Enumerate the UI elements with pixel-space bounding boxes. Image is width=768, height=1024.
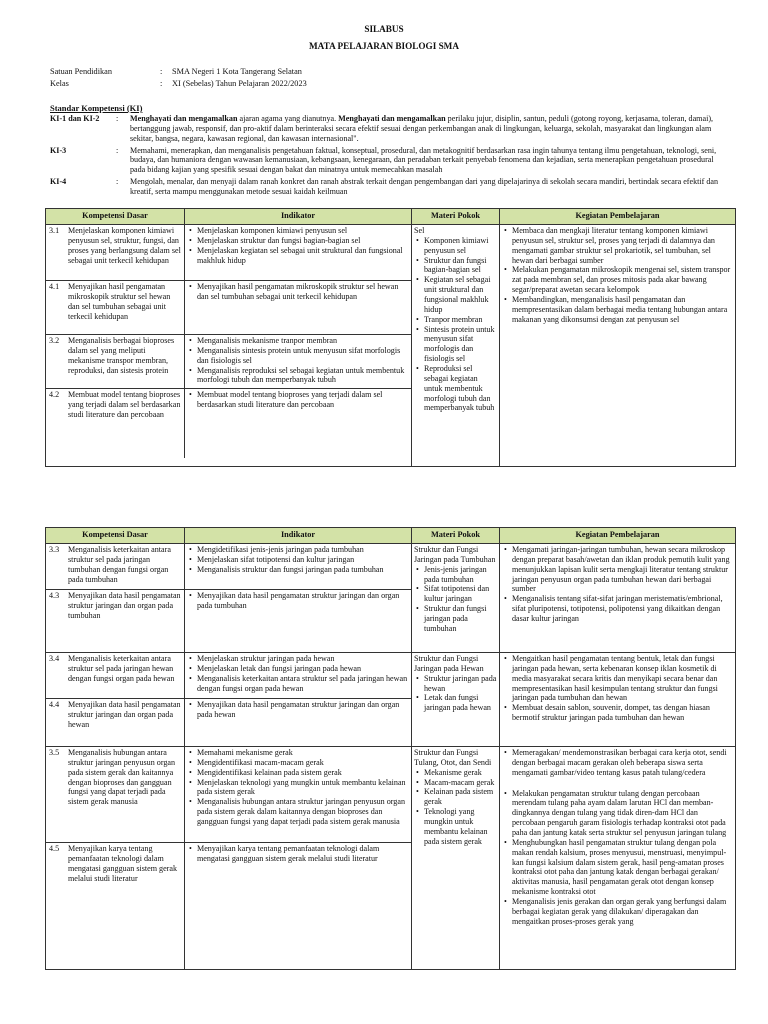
kegiatan-cell — [500, 653, 736, 747]
indikator — [185, 699, 411, 746]
meta-label: Kelas — [50, 79, 69, 88]
materi-cell — [412, 747, 500, 970]
kompetensi-dasar — [46, 843, 185, 969]
kd-row — [46, 544, 411, 589]
ki-colon: : — [116, 177, 119, 187]
kegiatan-cell — [500, 544, 736, 653]
kd-row — [46, 747, 411, 842]
kd-number: 3.2 — [49, 336, 60, 345]
col-kegiatan-pembelajaran: Kegiatan Pembelajaran — [500, 209, 736, 225]
ki-span: ajaran agama yang dianutnya. — [237, 114, 339, 123]
indikator-list — [187, 545, 409, 575]
indikator — [185, 544, 411, 589]
ki-bold: Menghayati dan mengamalkan — [338, 114, 446, 123]
col-materi-pokok: Materi Pokok — [412, 209, 500, 225]
kompetensi-dasar — [46, 225, 185, 280]
kd-rows — [46, 747, 411, 969]
materi-list — [414, 674, 497, 713]
kd-row — [46, 225, 411, 280]
ki-span: perilaku jujur, disiplin, santun, peduli (gotong royong, kerjasama, toleran, damai), bertanggung jawab, responsif, dan pro-aktif dalam berinteraksi secara efektif sesuai dengan perkembangan anak di lingkungan, keluarga, sekolah, masyarakat dan lingkungan alam sekitar, bangsa, negara, kawasan regional, dan kawasan internasional". — [130, 114, 714, 143]
meta-value: XI (Sebelas) Tahun Pelajaran 2022/2023 — [172, 79, 307, 88]
kompetensi-dasar — [46, 281, 185, 334]
ki-text: Memahami, menerapkan, dan menganalisis pengetahuan faktual, konseptual, prosedural, dan metakognitif berdasarkan rasa ingin tahunya tentang ilmu pengetahuan, teknologi, seni, budaya, dan humaniora dengan wawasan kemanusiaan, kebangsaan, kenegaraan, dan peradaban terkait penyebab fenomena dan kejadian, serta menerapkan pengetahuan prosedural pada bidang kajian yang spesifik sesuai dengan bakat dan minatnya untuk memecahkan masalah — [130, 145, 717, 175]
indikator-list — [187, 390, 409, 410]
kd-text: Menganalisis berbagai bioproses dalam sel yang meliputi mekanisme transpor membran, reproduksi, dan sistesis protein — [68, 336, 175, 375]
kompetensi-dasar — [46, 335, 185, 388]
materi-list — [414, 236, 497, 413]
kd-group — [46, 225, 411, 458]
list-item: • Struktur dan fungsi bagian-bagian sel — [414, 256, 497, 276]
list-item: • Struktur dan fungsi jaringan pada tumbuhan — [414, 604, 497, 634]
list-item: • Menyajikan karya tentang pemanfaatan teknologi dalam mengatasi gangguan sistem gerak melalui studi literatur — [187, 844, 409, 864]
col-materi-pokok: Materi Pokok — [412, 528, 500, 544]
kd-row — [46, 334, 411, 388]
materi-heading: Struktur dan Fungsi Jaringan pada Tumbuhan — [414, 545, 496, 564]
list-item: • Mengamati jaringan-jaringan tumbuhan, hewan secara mikroskop dengan preparat basah/awetan dan iklan produk pemutih kulit yang menunjukkan lapisan kulit serta mengkaji literatur tentang struktur jaringan penyusun organ pada tumbuhan hewan dari berbagai sumber — [502, 545, 733, 594]
list-item: • Letak dan fungsi jaringan pada hewan — [414, 693, 497, 713]
kd-rows — [46, 225, 411, 458]
kd-number: 3.3 — [49, 545, 60, 554]
kd-row — [46, 698, 411, 746]
materi-cell — [412, 653, 500, 747]
indikator-list — [187, 654, 409, 693]
list-item: • Mengidetifikasi jenis-jenis jaringan pada tumbuhan — [187, 545, 409, 555]
kd-text: Menyajikan hasil pengamatan mikroskopik struktur sel hewan dan sel tumbuhan sebagai unit terkecil kehidupan — [68, 282, 171, 321]
list-item: • Teknologi yang mungkin untuk membantu kelainan pada sistem gerak — [414, 807, 497, 846]
syllabus-table-1 — [45, 208, 736, 467]
list-item: • Menganalisis mekanisme tranpor membran — [187, 336, 409, 346]
kegiatan-list — [502, 545, 733, 624]
list-item: • Mengidentifikasi kelainan pada sistem gerak — [187, 768, 409, 778]
list-item: • Membaca dan mengkaji literatur tentang komponen kimiawi penyusun sel, struktur sel, proses yang terjadi di dalamnya dan mengamati gambar struktur sel prokariotik, sel tumbuhan, sel hewan dari berbagai sumber — [502, 226, 733, 265]
meta-label: Satuan Pendidikan — [50, 67, 112, 76]
table-row — [46, 225, 736, 467]
kd-indikator-cell — [46, 225, 412, 467]
indikator-list — [187, 844, 409, 864]
meta-row — [50, 67, 307, 79]
list-item: • Membuat model tentang bioproses yang terjadi dalam sel berdasarkan studi literature dan percobaan — [187, 390, 409, 410]
ki-label: KI-3 — [50, 145, 67, 155]
col-kompetensi-dasar: Kompetensi Dasar — [46, 209, 185, 225]
list-item: • Menjelaskan letak dan fungsi jaringan pada hewan — [187, 664, 409, 674]
ki-row — [50, 146, 728, 176]
indikator — [185, 653, 411, 698]
kd-number: 3.1 — [49, 226, 60, 235]
kd-text: Menyajikan data hasil pengamatan struktur jaringan dan organ pada hewan — [68, 700, 181, 729]
kegiatan-cell — [500, 225, 736, 467]
ki-colon: : — [116, 114, 119, 123]
list-item: • Sintesis protein untuk menyusun sifat morfologis dan fisiologis sel — [414, 325, 497, 364]
materi-heading: Struktur dan Fungsi Tulang, Otot, dan Sendi — [414, 748, 492, 767]
school-info — [50, 67, 307, 91]
kompetensi-dasar — [46, 590, 185, 652]
indikator-list — [187, 700, 409, 720]
kd-text: Menjelaskan komponen kimiawi penyusun sel, struktur, fungsi, dan proses yang berlangsung dalam sel sebagai unit terkecil kehidupan — [68, 226, 181, 265]
list-item: • Komponen kimiawi penyusun sel — [414, 236, 497, 256]
list-item: • Reproduksi sel sebagai kegiatan untuk membentuk morfologi tubuh dan memperbanyak tubuh — [414, 364, 497, 413]
meta-value: SMA Negeri 1 Kota Tangerang Selatan — [172, 67, 302, 76]
kd-number: 4.5 — [49, 844, 60, 853]
ki-label: KI-4 — [50, 177, 67, 187]
standar-kompetensi-heading: Standar Kompetensi (KI) — [50, 103, 143, 113]
kd-text: Menganalisis keterkaitan antara struktur sel pada jaringan tumbuhan dengan fungsi organ pada tumbuhan — [68, 545, 171, 584]
list-item: • Menganalisis keterkaitan antara struktur sel pada jaringan hewan dengan fungsi organ pada hewan — [187, 674, 409, 694]
kegiatan-list — [502, 654, 733, 723]
list-item: • Memeragakan/ mendemonstrasikan berbagai cara kerja otot, sendi dengan berbagai macam gerakan oleh beberapa siswa serta mengamati gambar/video tentang kasus patah tulang/cedera — [502, 748, 733, 778]
indikator — [185, 281, 411, 334]
list-item: • Macam-macam gerak — [414, 778, 497, 788]
kegiatan-list — [502, 226, 733, 325]
indikator — [185, 590, 411, 652]
list-item: • Menganalisis struktur dan fungsi jaringan pada tumbuhan — [187, 565, 409, 575]
list-item: • Menghubungkan hasil pengamatan struktur tulang dengan pola makan rendah kalsium, proses menyusui, menstruasi, menyimpul-kan fungsi kalsium dalam sistem gerak, hasil peng-amatan proses kontraksi otot paha dan jantung katak dengan berbagai gerakan/ aktivitas manusia, hasil pengamatan gerak otot dengan konsep mekanisme kontraksi otot — [502, 838, 733, 897]
kompetensi-dasar — [46, 544, 185, 589]
list-item: • Mengidentifikasi macam-macam gerak — [187, 758, 409, 768]
kd-row — [46, 589, 411, 652]
indikator — [185, 225, 411, 280]
table-header-row — [46, 209, 736, 225]
list-item: • Menganalisis reproduksi sel sebagai kegiatan untuk membentuk morfologi tubuh dan memperbanyak tubuh — [187, 366, 409, 386]
kd-number: 4.3 — [49, 591, 60, 600]
list-item: • Menjelaskan teknologi yang mungkin untuk membantu kelainan pada sistem gerak — [187, 778, 409, 798]
kd-rows — [46, 544, 411, 652]
table-header-row — [46, 528, 736, 544]
list-item: • Menyajikan data hasil pengamatan struktur jaringan dan organ pada hewan — [187, 700, 409, 720]
list-item: • Mengaitkan hasil pengamatan tentang bentuk, letak dan fungsi jaringan pada hewan, serta kebenaran konsep iklan kosmetik di media masyarakat secara kritis dan menyikapi secara benar dan mempresentasikan hasil kesimpulan tentang struktur dan fungsi jaringan pada tumbuhan dan hewan — [502, 654, 733, 703]
kd-text: Menyajikan karya tentang pemanfaatan teknologi dalam mengatasi gangguan sistem gerak melalui studi literatur — [68, 844, 178, 883]
kompetensi-dasar — [46, 747, 185, 842]
kd-number: 4.2 — [49, 390, 60, 399]
kompetensi-dasar — [46, 653, 185, 698]
table-row — [46, 747, 736, 970]
col-indikator: Indikator — [185, 528, 412, 544]
table-row — [46, 544, 736, 653]
indikator-list — [187, 282, 409, 302]
list-item: • Menjelaskan struktur dan fungsi bagian-bagian sel — [187, 236, 409, 246]
materi-cell — [412, 544, 500, 653]
kompetensi-dasar — [46, 389, 185, 458]
col-kegiatan-pembelajaran: Kegiatan Pembelajaran — [500, 528, 736, 544]
ki-text: Mengolah, menalar, dan menyaji dalam ranah konkret dan ranah abstrak terkait dengan pengembangan dari yang dipelajarinya di sekolah secara mandiri, bertindak secara efektif dan kreatif, serta mampu menggunakan metode sesuai kaidah keilmuan — [130, 177, 719, 197]
kd-number: 3.4 — [49, 654, 60, 663]
kegiatan-cell — [500, 747, 736, 970]
col-kompetensi-dasar: Kompetensi Dasar — [46, 528, 185, 544]
list-item: • Menyajikan hasil pengamatan mikroskopik struktur sel hewan dan sel tumbuhan sebagai unit terkecil kehidupan — [187, 282, 409, 302]
list-item: • Memahami mekanisme gerak — [187, 748, 409, 758]
kd-row — [46, 388, 411, 458]
list-item: • Melakukan pengamatan struktur tulang dengan percobaan merendam tulang paha ayam dalam larutan HCl dan memban-dingkannya dengan tulang yang tidak diren-dam HCl dan percobaan pengaruh garam fisiologis terhadap kontraksi otot pada paha dan jantung katak serta struktur sel penyusun jaringan tulang — [502, 789, 733, 838]
document-subtitle: MATA PELAJARAN BIOLOGI SMA — [309, 41, 459, 51]
document-title: SILABUS — [364, 24, 404, 34]
list-item: • Menjelaskan sifat totipotensi dan kultur jaringan — [187, 555, 409, 565]
syllabus-table-2 — [45, 527, 736, 970]
list-item: • Jenis-jenis jaringan pada tumbuhan — [414, 565, 497, 585]
list-item: • Kelainan pada sistem gerak — [414, 787, 497, 807]
kd-number: 4.4 — [49, 700, 60, 709]
ki-label: KI-1 dan KI-2 — [50, 114, 100, 123]
materi-cell — [412, 225, 500, 467]
ki-row — [50, 177, 728, 197]
list-item: • Menjelaskan kegiatan sel sebagai unit struktural dan fungsional makhluk hidup — [187, 246, 409, 266]
indikator — [185, 747, 411, 842]
kegiatan-list — [502, 748, 733, 927]
ki-bold: Menghayati dan mengamalkan — [130, 114, 238, 123]
kd-text: Menyajikan data hasil pengamatan struktur jaringan dan organ pada tumbuhan — [68, 591, 181, 620]
table-row — [46, 653, 736, 747]
materi-list — [414, 565, 497, 634]
list-item: • Menganalisis sintesis protein untuk menyusun sifat morfologis dan fisiologis sel — [187, 346, 409, 366]
list-item: • Struktur jaringan pada hewan — [414, 674, 497, 694]
list-item: • Tranpor membran — [414, 315, 497, 325]
indikator-list — [187, 591, 409, 611]
kd-number: 3.5 — [49, 748, 60, 757]
kd-row — [46, 842, 411, 969]
list-item: • Menganalisis hubungan antara struktur jaringan penyusun organ pada sistem gerak dalam kaitannya dengan bioproses dan gangguan fungsi yang dapat terjadi pada sistem gerak manusia — [187, 797, 409, 827]
kd-text: Menganalisis hubungan antara struktur jaringan penyusun organ pada sistem gerak dan kaitannya dengan bioproses dan gangguan fungsi yang dapat terjadi pada sistem gerak manusia — [68, 748, 176, 807]
kd-row — [46, 280, 411, 334]
list-item: • Kegiatan sel sebagai unit struktural dan fungsional makhluk hidup — [414, 275, 497, 314]
list-item: • Sifat totipotensi dan kultur jaringan — [414, 584, 497, 604]
kd-text: Membuat model tentang bioproses yang terjadi dalam sel berdasarkan studi literature dan percobaan — [68, 390, 181, 419]
indikator-list — [187, 748, 409, 827]
list-item: • Membuat desain sablon, souvenir, dompet, tas dengan hiasan bermotif struktur jaringan pada tumbuhan dan hewan — [502, 703, 733, 723]
list-item: • Menjelaskan komponen kimiawi penyusun sel — [187, 226, 409, 236]
list-item: • Menganalisis tentang sifat-sifat jaringan meristematis/embrional, sifat pluripotensi, totipotensi, polipotensi yang dikaitkan dengan dasar kultur jaringan — [502, 594, 733, 624]
list-item: • Mekanisme gerak — [414, 768, 497, 778]
materi-heading: Struktur dan Fungsi Jaringan pada Hewan — [414, 654, 484, 673]
list-item: • Melakukan pengamatan mikroskopik mengenai sel, sistem transpor zat pada membran sel, dan proses mitosis pada akar bawang segar/preparat awetan secara kelompok — [502, 265, 733, 295]
list-item: • Membandingkan, menganalisis hasil pengamatan dan mempresentasikan dalam berbagai media tentang hubungan antara makanan yang dikonsumsi dengan zat penyusun sel — [502, 295, 733, 325]
materi-list — [414, 768, 497, 847]
col-indikator: Indikator — [185, 209, 412, 225]
kd-row — [46, 653, 411, 698]
indikator-list — [187, 226, 409, 265]
kd-indikator-cell — [46, 544, 412, 653]
indikator — [185, 389, 411, 458]
list-item: • Menjelaskan struktur jaringan pada hewan — [187, 654, 409, 664]
meta-row — [50, 79, 307, 91]
meta-colon: : — [160, 67, 163, 76]
kd-text: Menganalisis keterkaitan antara struktur sel pada jaringan hewan dengan fungsi organ pada hewan — [68, 654, 175, 683]
kd-number: 4.1 — [49, 282, 60, 291]
kd-rows — [46, 653, 411, 746]
ki-text — [130, 114, 728, 144]
materi-heading: Sel — [414, 226, 425, 235]
indikator — [185, 843, 411, 969]
indikator — [185, 335, 411, 388]
kompetensi-dasar — [46, 699, 185, 746]
list-item: • Menyajikan data hasil pengamatan struktur jaringan dan organ pada tumbuhan — [187, 591, 409, 611]
kd-indikator-cell — [46, 653, 412, 747]
meta-colon: : — [160, 79, 163, 88]
ki-colon: : — [116, 145, 119, 155]
ki-row — [50, 114, 728, 144]
list-item: • Menganalisis jenis gerakan dan organ gerak yang berfungsi dalam berbagai kegiatan gerak yang dilakukan/ diperagakan dan mengaitkan proses-proses gerak yang — [502, 897, 733, 927]
indikator-list — [187, 336, 409, 385]
ki-list — [50, 114, 728, 199]
kd-indikator-cell — [46, 747, 412, 970]
